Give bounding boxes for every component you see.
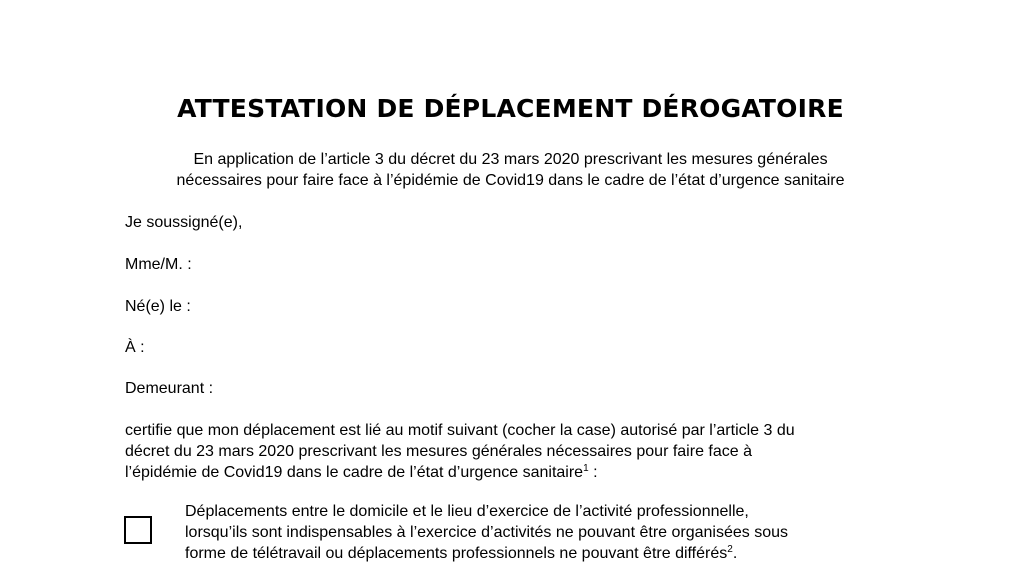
intro-line: nécessaires pour faire face à l’épidémie de Covid19 dans le cadre de l’état d’urgence sanitaire: [176, 172, 845, 189]
document-title: ATTESTATION DE DÉPLACEMENT DÉROGATOIRE: [177, 94, 844, 123]
certify-line-end: :: [588, 464, 598, 481]
option-line-text: forme de télétravail ou déplacements professionnels ne pouvant être différés: [185, 545, 728, 562]
footnote-marker: 2: [727, 544, 733, 555]
certify-line: [125, 462, 795, 483]
undersigned-label: Je soussigné(e),: [125, 214, 243, 231]
option-line: [185, 543, 788, 564]
intro-line: En application de l’article 3 du décret du 23 mars 2020 prescrivant les mesures générales: [193, 151, 828, 168]
birth-date-field-label[interactable]: Né(e) le :: [125, 298, 191, 315]
certify-line: certifie que mon déplacement est lié au motif suivant (cocher la case) autorisé par l’article 3 du: [125, 422, 795, 439]
address-field-label[interactable]: Demeurant :: [125, 380, 214, 397]
work-travel-option-text: [185, 501, 788, 564]
certify-line: décret du 23 mars 2020 prescrivant les mesures générales nécessaires pour faire face à: [125, 443, 752, 460]
option-line: lorsqu’ils sont indispensables à l’exercice d’activités ne pouvant être organisées sous: [185, 524, 788, 541]
certify-paragraph: [125, 420, 795, 483]
birth-place-field-label[interactable]: À :: [125, 339, 145, 356]
footnote-marker: 1: [583, 463, 589, 474]
work-travel-checkbox[interactable]: [124, 516, 152, 544]
intro-paragraph: [0, 149, 1021, 191]
certify-line-text: l’épidémie de Covid19 dans le cadre de l’état d’urgence sanitaire: [125, 464, 584, 481]
option-line-end: .: [732, 545, 738, 562]
name-field-label[interactable]: Mme/M. :: [125, 256, 192, 273]
option-line: Déplacements entre le domicile et le lieu d’exercice de l’activité professionnelle,: [185, 503, 749, 520]
